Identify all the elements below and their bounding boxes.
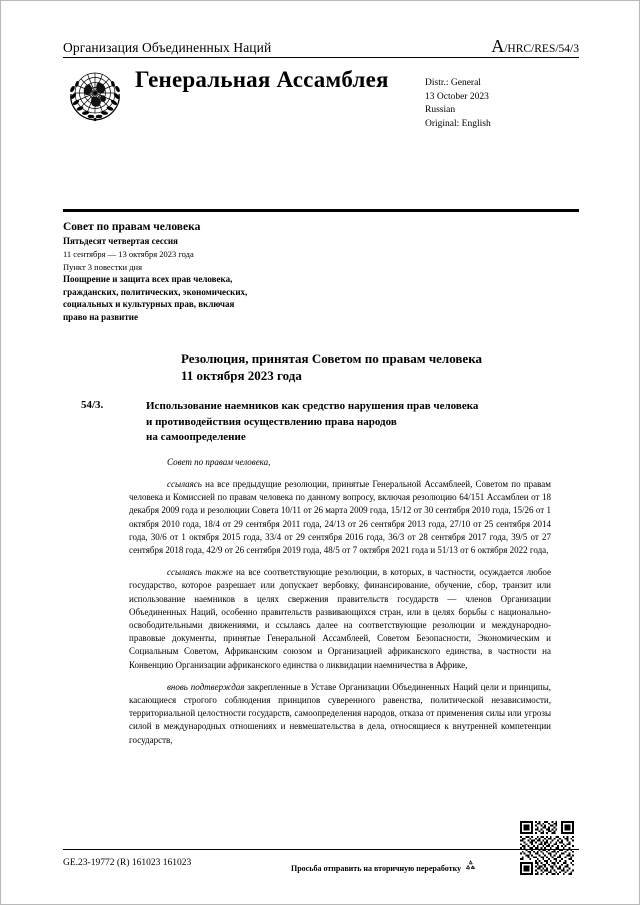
footer-divider bbox=[63, 849, 579, 850]
paragraph-3-text: закрепленные в Уставе Организации Объединенных Наций цели и принципы, касающиеся строгого соблюдения принципов суверенного равенства, политической независимости, территориальной целостности государств, самоопределения народов, отказа от применения силы или угрозы силой в международных отношениях и невмешательства в дела, относящиеся к внутренней компетенции государств, bbox=[129, 681, 551, 745]
agenda-title-line-1: Поощрение и защита всех прав человека, bbox=[63, 274, 233, 284]
qr-code-icon bbox=[520, 821, 574, 875]
organization-name: Организация Объединенных Наций bbox=[63, 40, 272, 55]
distr-language: Russian bbox=[425, 105, 456, 115]
resolution-adopted-line-2: 11 октября 2023 года bbox=[181, 368, 302, 383]
resolution-adopted-line-1: Резолюция, принятая Советом по правам человека bbox=[181, 351, 482, 366]
footer-job-code: GE.23-19772 (R) 161023 161023 bbox=[63, 858, 192, 868]
body-chapeau: Совет по правам человека, bbox=[167, 457, 271, 467]
recycling-icon bbox=[464, 859, 477, 877]
session-block bbox=[63, 220, 393, 323]
paragraph-1-lead: ссылаясь bbox=[167, 479, 202, 489]
resolution-body bbox=[129, 456, 551, 747]
distribution-block bbox=[425, 77, 491, 131]
session-dates: 11 сентября — 13 октября 2023 года bbox=[63, 249, 194, 259]
agenda-title-line-2: гражданских, политических, экономических, bbox=[63, 286, 248, 297]
section-divider bbox=[63, 209, 579, 212]
distr-original: Original: English bbox=[425, 118, 491, 129]
recycle-notice-text: Просьба отправить на вторичную переработку bbox=[291, 863, 462, 873]
agenda-title-line-4: право на развитие bbox=[63, 311, 138, 322]
paragraph-1-text: на все предыдущие резолюции, принятые Генеральной Ассамблеей, Советом по правам человека и Комиссией по правам человека по данному вопросу, включая резолюцию 64/151 Ассамблеи от 18 декабря 2009 года и резолюции Совета 10/11 от 26 марта 2009 года, 15/12 от 30 сентября 2010 года, 15/26 от 1 октября 2010 года, 18/4 от 29 сентября 2011 года, 24/13 от 26 сентября 2013 года, 27/10 от 25 сентября 2014 года, 30/6 от 1 октября 2015 года, 33/4 от 29 сентября 2016 года, 36/3 от 28 сентября 2017 года, 39/5 от 27 сентября 2018 года, 42/9 от 26 сентября 2019 года, 48/5 от 7 октября 2021 года и 51/13 от 6 октября 2022 года, bbox=[129, 479, 551, 556]
resolution-title-line-2: и противодействия осуществлению права народов bbox=[146, 415, 397, 428]
document-header-row bbox=[63, 37, 579, 56]
paragraph-2-lead: ссылаясь также bbox=[167, 567, 233, 578]
session-body-name: Совет по правам человека bbox=[63, 221, 201, 233]
header-divider bbox=[63, 57, 579, 58]
un-emblem-icon bbox=[63, 67, 127, 125]
distr-date: 13 October 2023 bbox=[425, 91, 489, 102]
paragraph-2-text: на все соответствующие резолюции, в которых, в частности, осуждается любое государство, которое разрешает или допускает вербовку, финансирование, обучение, сбор, транзит или использование наемников в целях свержения правительств государств — членов Организации Объединенных Наций, особенно правительств развивающихся стран, или в целях борьбы с национально-освободительными движениями, и ссылаясь далее на соответствующие резолюции и международно-правовые документы, принятые Генеральной Ассамблеей, Советом Безопасности, Экономическим и Социальным Советом, Африканским союзом и Организацией африканского единства, в частности на Конвенцию Организации африканского единства о ликвидации наемничества в Африке, bbox=[129, 567, 551, 670]
body-paragraph-1 bbox=[129, 478, 551, 557]
agenda-item: Пункт 3 повестки дня bbox=[63, 261, 142, 272]
paragraph-3-lead: вновь подтверждая bbox=[167, 681, 245, 692]
resolution-adopted-heading bbox=[181, 350, 482, 384]
resolution-title-line-1: Использование наемников как средство нарушения прав человека bbox=[146, 400, 479, 412]
document-symbol bbox=[491, 37, 579, 56]
agenda-title-line-3: социальных и культурных прав, включая bbox=[63, 299, 235, 309]
resolution-title bbox=[146, 399, 551, 446]
document-symbol-prefix: A bbox=[491, 36, 505, 56]
assembly-title: Генеральная Ассамблея bbox=[135, 67, 389, 92]
page-sheet bbox=[1, 1, 640, 905]
resolution-heading-block bbox=[81, 399, 551, 446]
resolution-title-line-3: на самоопределение bbox=[146, 431, 246, 443]
body-paragraph-2 bbox=[129, 566, 551, 672]
body-paragraph-3 bbox=[129, 681, 551, 747]
distr-type: Distr.: General bbox=[425, 78, 481, 88]
document-symbol-suffix: /HRC/RES/54/3 bbox=[504, 43, 579, 55]
recycle-notice bbox=[291, 859, 477, 877]
session-name: Пятьдесят четвертая сессия bbox=[63, 236, 178, 246]
resolution-number: 54/3. bbox=[81, 399, 104, 411]
